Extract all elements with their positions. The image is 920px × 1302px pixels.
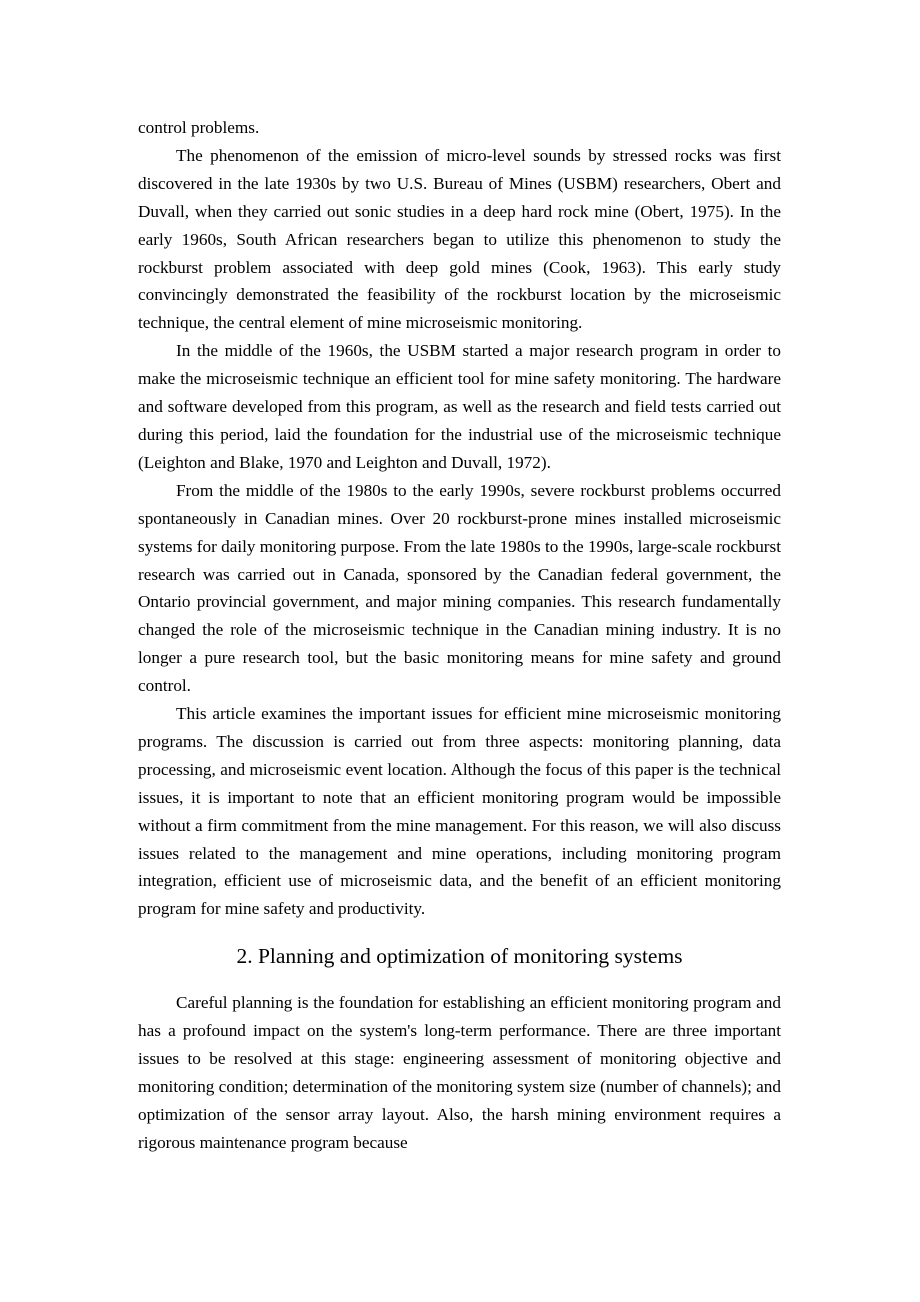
paragraph-canadian-mines: From the middle of the 1980s to the early 1990s, severe rockburst problems occurred spontaneously in Canadian mines. Over 20 rockburst-prone mines installed microseismic systems for daily monitoring purpose. From the late 1980s to the 1990s, large-scale rockburst research was carried out in Canada, sponsored by the Canadian federal government, the Ontario provincial government, and major mining companies. This research fundamentally changed the role of the microseismic technique in the Canadian mining industry. It is no longer a pure research tool, but the basic monitoring means for mine safety and ground control. [138,480,781,696]
paragraph-usbm-program: In the middle of the 1960s, the USBM started a major research program in order to make the microseismic technique an efficient tool for mine safety monitoring. The hardware and software developed from this program, as well as the research and field tests carried out during this period, laid the foundation for the industrial use of the microseismic technique (Leighton and Blake, 1970 and Leighton and Duvall, 1972). [138,341,781,472]
paragraph-planning: Careful planning is the foundation for establishing an efficient monitoring program and has a profound impact on the system's long-term performance. There are three important issues to be resolved at this stage: engineering assessment of monitoring objective and monitoring condition; determination of the monitoring system size (number of channels); and optimization of the sensor array layout. Also, the harsh mining environment requires a rigorous maintenance program because [138,993,781,1152]
section-heading: 2. Planning and optimization of monitoring systems [236,944,683,969]
paragraph-history-discovery: The phenomenon of the emission of micro-level sounds by stressed rocks was first discovered in the late 1930s by two U.S. Bureau of Mines (USBM) researchers, Obert and Duvall, when they carried out sonic studies in a deep hard rock mine (Obert, 1975). In the early 1960s, South African researchers began to utilize this phenomenon to study the rockburst problem associated with deep gold mines (Cook, 1963). This early study convincingly demonstrated the feasibility of the rockburst location by the microseismic technique, the central element of mine microseismic monitoring. [138,145,781,333]
paragraph-continuation: control problems. [138,118,260,137]
document-page [138,114,781,1157]
paragraph-article-scope: This article examines the important issues for efficient mine microseismic monitoring programs. The discussion is carried out from three aspects: monitoring planning, data processing, and microseismic event location. Although the focus of this paper is the technical issues, it is important to note that an efficient monitoring program would be impossible without a firm commitment from the mine management. For this reason, we will also discuss issues related to the management and mine operations, including monitoring program integration, efficient use of microseismic data, and the benefit of an efficient monitoring program for mine safety and productivity. [138,704,781,919]
